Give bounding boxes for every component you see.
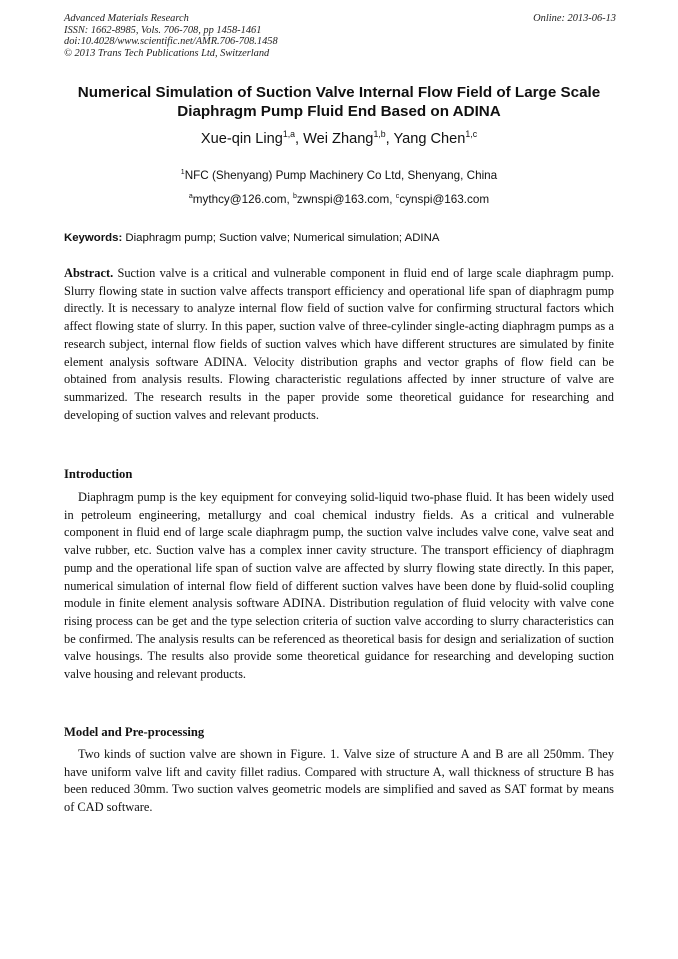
paper-title: Numerical Simulation of Suction Valve Internal Flow Field of Large Scale Diaphragm Pump Fluid End Based on ADINA	[77, 84, 601, 120]
section-heading-model: Model and Pre-processing	[64, 725, 205, 739]
journal-name: Advanced Materials Research	[64, 13, 189, 24]
author-separator: ,	[385, 131, 394, 147]
email-address: cynspi@163.com	[399, 193, 490, 206]
email-list: $^a$mythcy@126.com, $^b$zwnspi@163.com, $^c$cynspi@163.com	[188, 193, 490, 206]
doi-line: doi:10.4028/www.scientific.net/AMR.706-708.1458	[64, 36, 278, 48]
author-sup: 1,b	[373, 128, 386, 139]
email-address: mythcy@126.com	[192, 193, 287, 206]
author-name: Xue-qin Ling	[200, 131, 283, 147]
author-name: Yang Chen	[393, 131, 466, 147]
author-name: Wei Zhang	[303, 131, 374, 147]
author-sup: 1,a	[282, 128, 296, 139]
introduction-paragraph: Diaphragm pump is the key equipment for conveying solid-liquid two-phase fluid. It has been widely used in petroleum engineering, metallurgy and coal chemical industry fields. As a critical and vulnerable component in fluid end of large scale diaphragm pump, the suction valve includes valve cone, valve seat and valve rubber, etc. Suction valve has a complex inner cavity structure. The transport efficiency of diaphragm pump and the operational life span of suction valve are affected by slurry flowing state directly. In this paper, numerical simulation of internal flow field of different suction valves have been done by fluid-solid coupling module in finite element analysis software ADINA. Distribution regulation of fluid velocity with valve cone rising process can be get and the type selection criteria of suction valve according to slurry characteristics can be confirmed. The analysis results can be referenced as theoretical basis for design and serialization of suction valve housings. The results also provide some theoretical guidance for researching and developing suction valve housing and relevant products.	[64, 490, 614, 682]
affiliation	[40, 168, 638, 184]
copyright-line: © 2013 Trans Tech Publications Ltd, Switzerland	[64, 47, 270, 59]
email-sup: b	[292, 193, 297, 201]
email-sup: a	[188, 193, 193, 201]
section-heading-introduction: Introduction	[64, 467, 133, 481]
issn-line: ISSN: 1662-8985, Vols. 706-708, pp 1458-1461	[64, 24, 262, 36]
affiliation-sup: 1	[180, 169, 185, 177]
email-address: zwnspi@163.com	[296, 193, 390, 206]
author-list	[40, 129, 638, 149]
email-sup: c	[395, 193, 400, 201]
keywords	[64, 230, 616, 246]
author-sup: 1,c	[465, 128, 478, 139]
abstract-text: Suction valve is a critical and vulnerable component in fluid end of large scale diaphragm pump. Slurry flowing state in suction valve affects transport efficiency and operational life span of diaphragm pump directly. It is necessary to analyze internal flow field of suction valve for confirming structural factors which affect flowing state of slurry. In this paper, suction valve of three-cylinder single-acting diaphragm pumps as a research subject, internal flow fields of suction valves which have different structures are simulated by finite element analysis software ADINA. Velocity distribution graphs and vector graphs of flow field can be obtained from analysis results. Flowing characteristic regulations affected by inner structure of valve are summarized. The research results in the paper provide some theoretical guidance for researching and developing of suction valves and relevant products.	[64, 266, 614, 422]
abstract	[64, 265, 614, 424]
author-separator: ,	[295, 131, 304, 147]
running-header	[64, 13, 616, 59]
model-paragraph: Two kinds of suction valve are shown in Figure. 1. Valve size of structure A and B are all 250mm. They have uniform valve lift and cavity fillet radius. Compared with structure A, wall thickness of structure B has been reduced 30mm. Two suction valves geometric models are simplified and saved as SAT format by means of CAD software.	[64, 747, 614, 815]
keywords-text: Diaphragm pump; Suction valve; Numerical simulation; ADINA	[125, 232, 440, 244]
abstract-label: Abstract.	[64, 266, 114, 280]
online-date: Online: 2013-06-13	[533, 13, 616, 24]
keywords-label: Keywords:	[64, 232, 123, 244]
affiliation-text: NFC (Shenyang) Pump Machinery Co Ltd, Shenyang, China	[184, 169, 498, 182]
